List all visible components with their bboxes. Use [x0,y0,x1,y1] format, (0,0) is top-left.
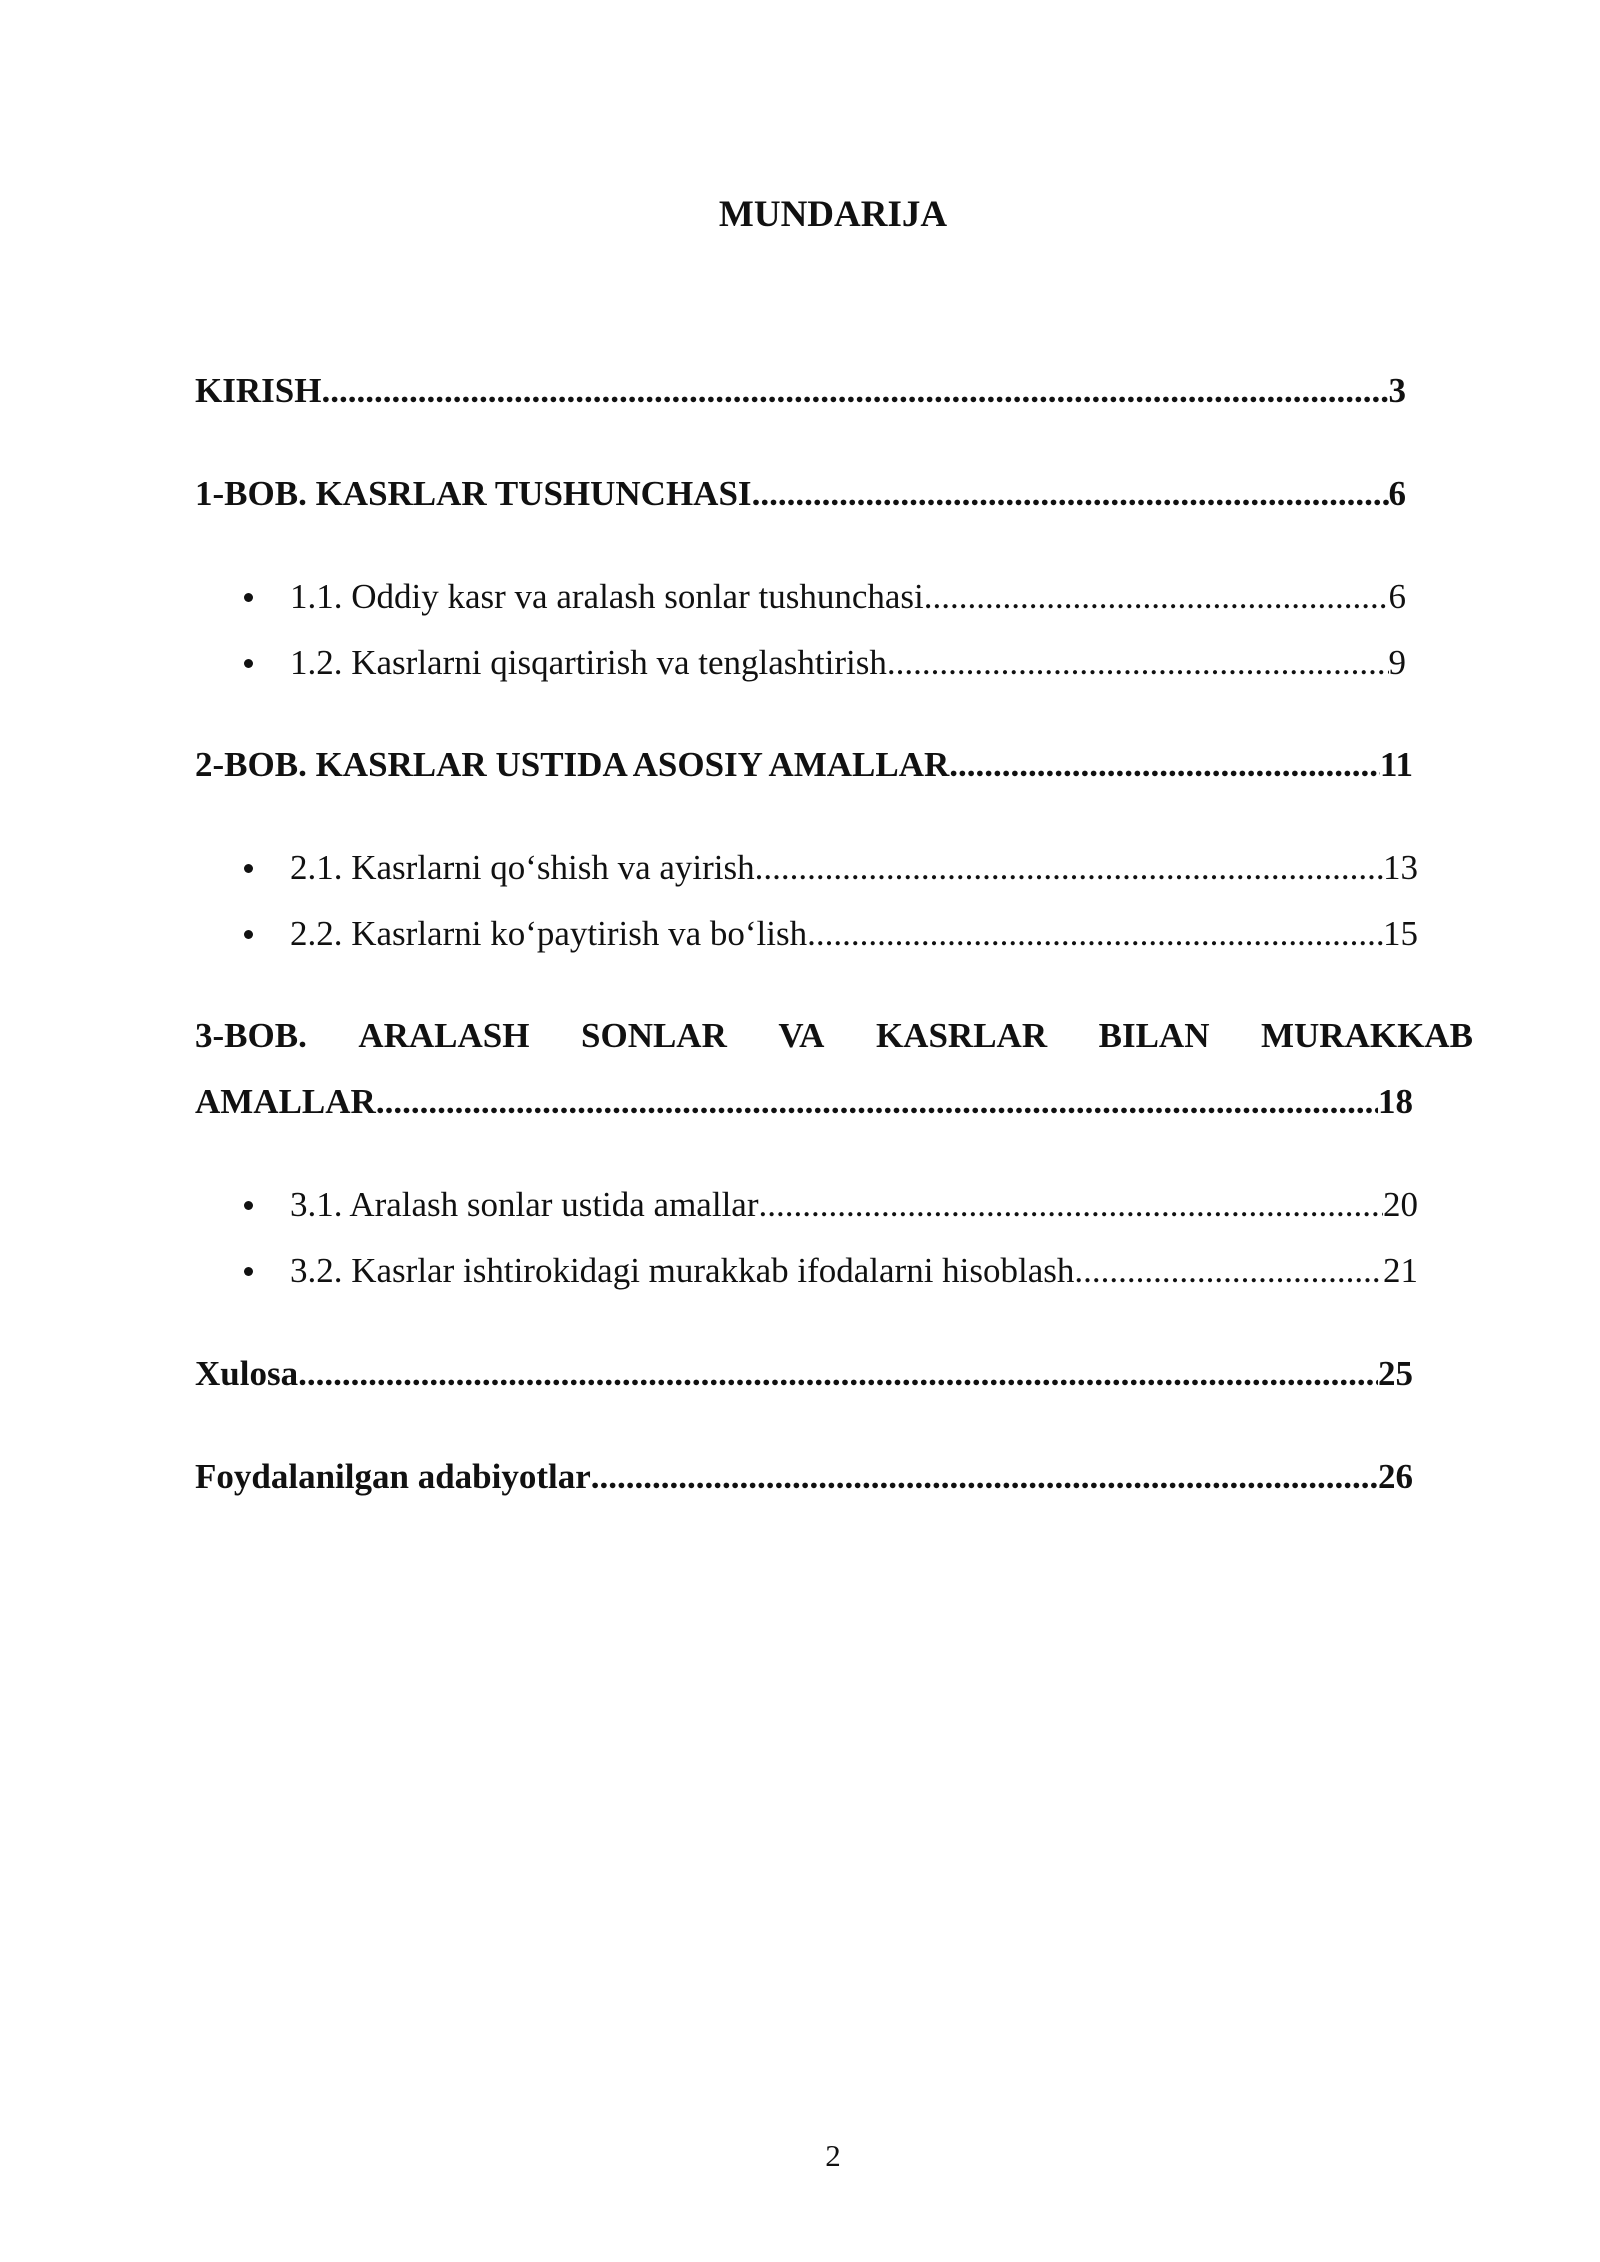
heading-word: KASRLAR [875,1016,1048,1055]
toc-page-number: 3 [1388,371,1406,410]
toc-page-number: 15 [1383,914,1418,953]
toc-page-number: 6 [1388,577,1406,616]
bullet-icon [244,930,253,939]
toc-entry-conclusion [195,1352,1413,1396]
bullet-icon [244,659,253,668]
toc-page-number: 18 [1378,1082,1413,1121]
toc-page-number: 21 [1383,1251,1418,1290]
toc-leader-dots [807,912,1383,956]
heading-word: MURAKKAB [1261,1016,1473,1055]
toc-leader-dots [887,641,1389,685]
bullet-icon [244,1201,253,1210]
toc-entry-intro [195,369,1406,413]
toc-entry-references [195,1455,1413,1499]
toc-entry-chapter-1 [195,472,1406,516]
toc-leader-dots [1074,1249,1383,1293]
heading-word: VA [778,1016,825,1055]
toc-entry-section-1-2 [290,641,1406,685]
page-title: MUNDARIJA [718,194,948,235]
toc-entry-chapter-3-line-1 [195,1014,1473,1058]
toc-leader-dots [949,743,1380,787]
toc-entry-section-3-1 [290,1183,1418,1227]
toc-entry-section-2-2 [290,912,1418,956]
bullet-icon [244,593,253,602]
toc-leader-dots [755,846,1383,890]
heading-word: SONLAR [581,1016,727,1055]
toc-leader-dots [758,1183,1383,1227]
toc-page-number: 13 [1383,848,1418,887]
toc-leader-dots [752,472,1389,516]
toc-entry-section-3-2 [290,1249,1418,1293]
toc-leader-dots [321,369,1388,413]
toc-entry-label: KIRISH [195,371,322,410]
toc-entry-label: 1.2. Kasrlarni qisqartirish va tenglashtirish [290,643,887,682]
toc-leader-dots [376,1080,1378,1124]
toc-leader-dots [591,1455,1378,1499]
toc-entry-label: 2.2. Kasrlarni ko‘paytirish va bo‘lish [290,914,808,953]
toc-entry-label: 2.1. Kasrlarni qo‘shish va ayirish [290,848,755,887]
bullet-icon [244,1267,253,1276]
toc-entry-section-1-1 [290,575,1406,619]
toc-leader-dots [298,1352,1378,1396]
toc-page-number: 26 [1378,1457,1413,1496]
toc-entry-label: AMALLAR [195,1082,376,1121]
toc-entry-label: 1-BOB. KASRLAR TUSHUNCHASI [195,474,752,513]
toc-entry-label: 2-BOB. KASRLAR USTIDA ASOSIY AMALLAR [195,745,950,784]
toc-entry-label: 3.2. Kasrlar ishtirokidagi murakkab ifodalarni hisoblash [290,1251,1075,1290]
heading-word: BILAN [1098,1016,1210,1055]
toc-entry-chapter-3-line-2 [195,1080,1413,1124]
toc-entry-label: Foydalanilgan adabiyotlar [195,1457,591,1496]
page-number: 2 [825,2138,841,2173]
heading-word: 3-BOB. [195,1016,307,1055]
toc-page-number: 9 [1388,643,1406,682]
toc-entry-label: Xulosa [195,1354,299,1393]
toc-leader-dots [924,575,1389,619]
toc-entry-label: 3.1. Aralash sonlar ustida amallar [290,1185,759,1224]
toc-page-number: 6 [1388,474,1406,513]
toc-entry-chapter-2 [195,743,1413,787]
toc-entry-label: 1.1. Oddiy kasr va aralash sonlar tushunchasi [290,577,924,616]
toc-entry-section-2-1 [290,846,1418,890]
toc-page-number: 20 [1383,1185,1418,1224]
heading-word: ARALASH [358,1016,530,1055]
toc-page-number: 25 [1378,1354,1413,1393]
toc-page-number: 11 [1379,745,1413,784]
bullet-icon [244,864,253,873]
